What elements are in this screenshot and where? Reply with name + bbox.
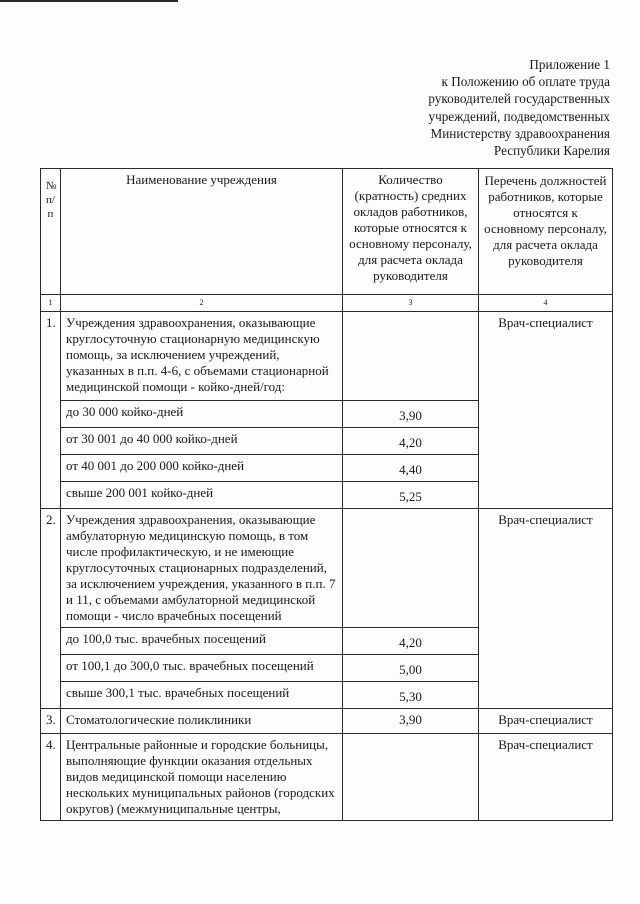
position-cell: Врач-специалист	[479, 734, 613, 821]
col-number: 1	[41, 295, 61, 312]
qty-value: 5,30	[343, 682, 479, 709]
qty-value: 3,90	[343, 709, 479, 734]
row-number: 3.	[41, 709, 61, 734]
appendix-block	[428, 56, 610, 159]
position-cell: Врач-специалист	[479, 509, 613, 709]
qty-value	[343, 734, 479, 821]
institution-name: Учреждения здравоохранения, оказывающие круглосуточную стационарную медицинскую помощь, за исключением учреждений, указанных в п.п. 4-6, с объемами стационарной медицинской помощи - койко-дней/год:	[61, 312, 343, 401]
col-number: 3	[343, 295, 479, 312]
volume-range: до 30 000 койко-дней	[61, 401, 343, 428]
table-header-row	[41, 169, 613, 295]
volume-range: свыше 300,1 тыс. врачебных посещений	[61, 682, 343, 709]
position-cell: Врач-специалист	[479, 312, 613, 509]
col-number: 2	[61, 295, 343, 312]
row-number: 4.	[41, 734, 61, 821]
appendix-line: Министерству здравоохранения	[430, 125, 610, 141]
qty-value: 4,20	[343, 628, 479, 655]
qty-value: 4,20	[343, 428, 479, 455]
volume-range: от 30 001 до 40 000 койко-дней	[61, 428, 343, 455]
table-row	[41, 312, 613, 401]
appendix-line: Республики Карелия	[493, 143, 610, 159]
qty-value: 4,40	[343, 455, 479, 482]
column-number-row	[41, 295, 613, 312]
qty-value: 3,90	[343, 401, 479, 428]
volume-range: свыше 200 001 койко-дней	[61, 482, 343, 509]
header-name: Наименование учреждения	[61, 169, 343, 295]
header-positions: Перечень должностей работников, которые относятся к основному персоналу, для расчета оклада руководителя	[479, 169, 613, 295]
row-number: 2.	[41, 509, 61, 709]
qty-value: 5,25	[343, 482, 479, 509]
col-number: 4	[479, 295, 613, 312]
qty-value	[343, 509, 479, 628]
table-row	[41, 509, 613, 628]
volume-range: от 40 001 до 200 000 койко-дней	[61, 455, 343, 482]
appendix-line: учреждений, подведомственных	[428, 108, 610, 124]
institution-name: Учреждения здравоохранения, оказывающие амбулаторную медицинскую помощь, в том числе профилактическую, и не имеющие круглосуточных стационарных подразделений, за исключением учреждения, указанного в п.п. 7 и 11, с объемами амбулаторной медицинской помощи - число врачебных посещений	[61, 509, 343, 628]
institution-name: Стоматологические поликлиники	[61, 709, 343, 734]
table-row	[41, 709, 613, 734]
appendix-line: к Положению об оплате труда	[441, 74, 610, 90]
qty-value	[343, 312, 479, 401]
header-num: № п/п	[41, 169, 61, 295]
salary-table	[40, 168, 613, 821]
position-cell: Врач-специалист	[479, 709, 613, 734]
volume-range: от 100,1 до 300,0 тыс. врачебных посещений	[61, 655, 343, 682]
volume-range: до 100,0 тыс. врачебных посещений	[61, 628, 343, 655]
row-number: 1.	[41, 312, 61, 509]
institution-name: Центральные районные и городские больницы, выполняющие функции оказания отдельных видов медицинской помощи населению нескольких муниципальных районов (городских округов) (межмуниципальные центры,	[61, 734, 343, 821]
top-rule	[0, 0, 178, 2]
table-row	[41, 734, 613, 821]
qty-value: 5,00	[343, 655, 479, 682]
appendix-line: Приложение 1	[529, 57, 610, 72]
header-qty: Количество (кратность) средних окладов работников, которые относятся к основному персоналу, для расчета оклада руководителя	[343, 169, 479, 295]
appendix-line: руководителей государственных	[428, 91, 610, 107]
